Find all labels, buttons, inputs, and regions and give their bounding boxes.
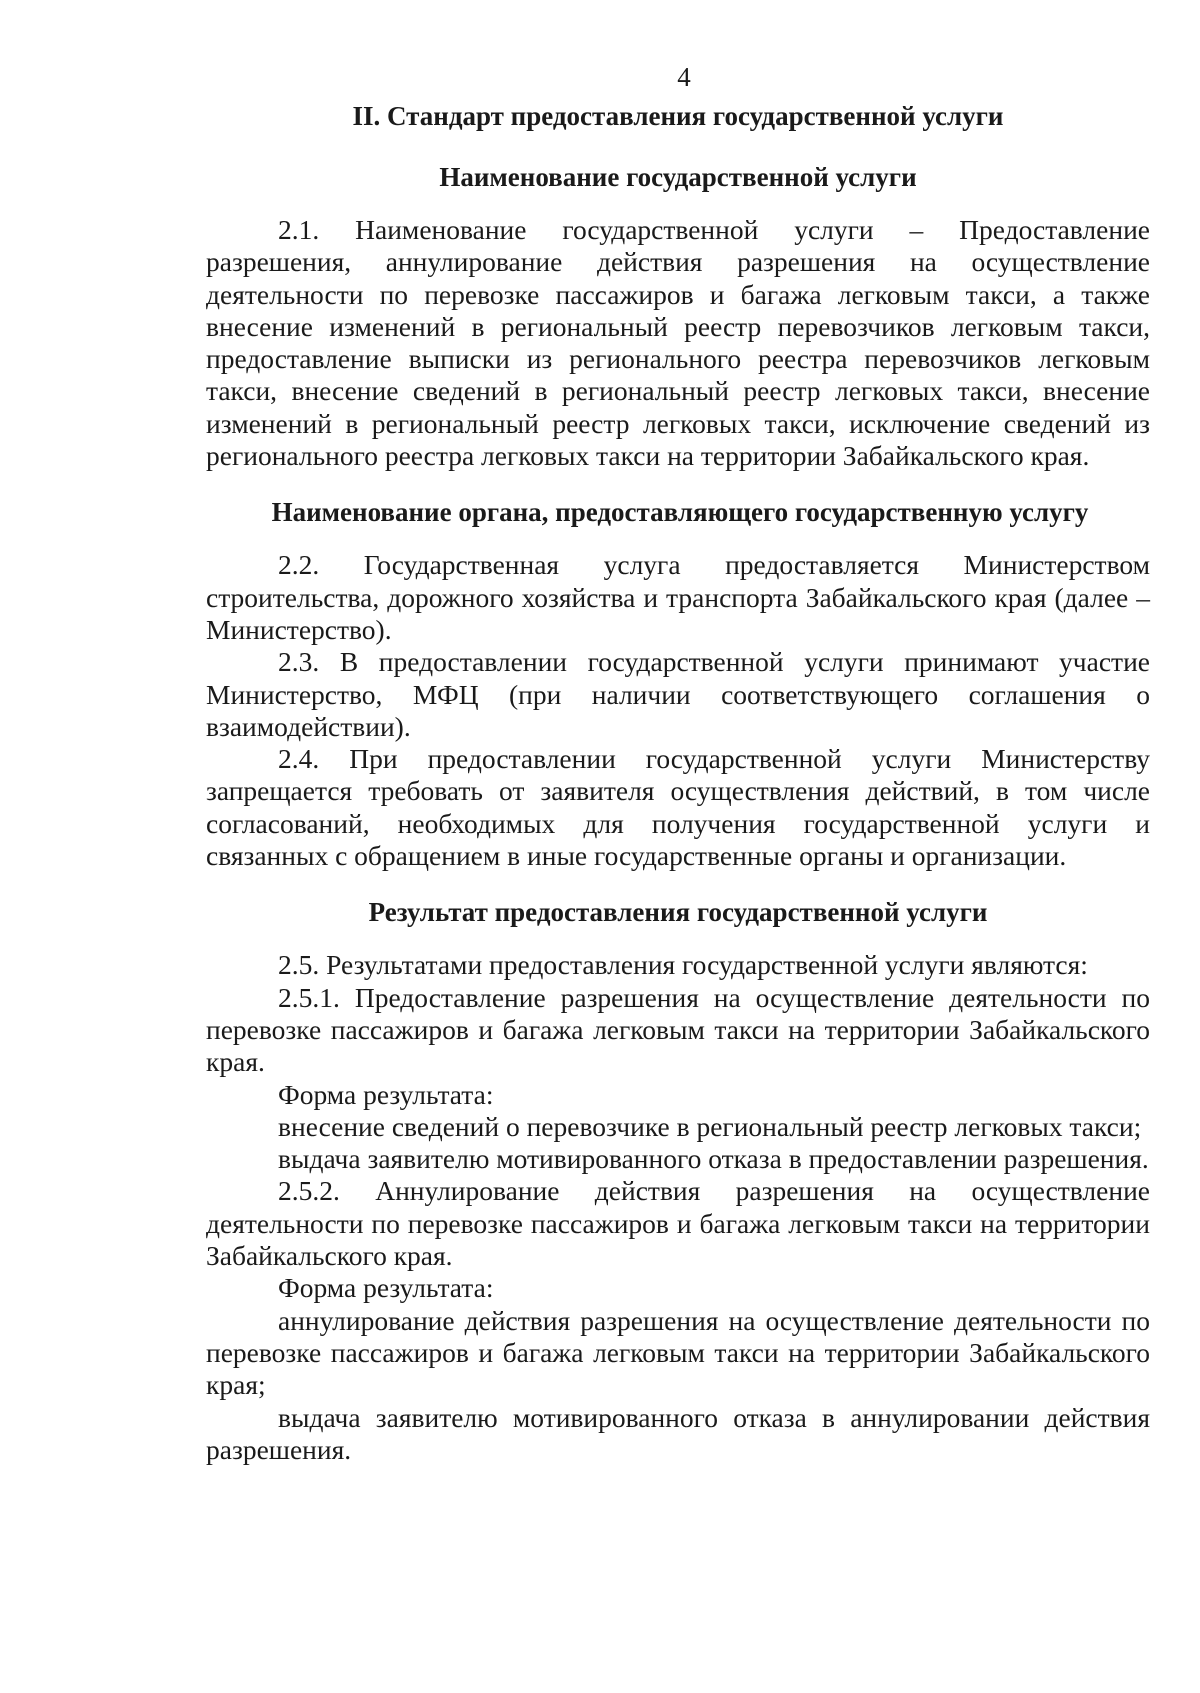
paragraph-result-item-1: внесение сведений о перевозчике в региональный реестр легковых такси; bbox=[278, 1110, 1142, 1142]
paragraph-result-item-4: выдача заявителю мотивированного отказа в аннулировании действия разрешения. bbox=[206, 1401, 1150, 1465]
paragraph-2-4: 2.4. При предоставлении государственной услуги Министерству запрещается требовать от заявителя осуществления действий, в том числе согласований, необходимых для получения государственной услуги и связанных с обращением в иные государственные органы и организации. bbox=[206, 743, 1150, 872]
paragraph-result-item-2: выдача заявителю мотивированного отказа в предоставлении разрешения. bbox=[278, 1143, 1149, 1175]
subheading-service-name: Наименование государственной услуги bbox=[439, 162, 917, 192]
section-title: II. Стандарт предоставления государственной услуги bbox=[352, 101, 1004, 131]
paragraph-result-item-3: аннулирование действия разрешения на осуществление деятельности по перевозке пассажиров и багажа легковым такси на территории Забайкальского края; bbox=[206, 1304, 1150, 1401]
document-page bbox=[206, 62, 1150, 1466]
paragraph-2-5-2: 2.5.2. Аннулирование действия разрешения на осуществление деятельности по перевозке пассажиров и багажа легковым такси на территории Забайкальского края. bbox=[206, 1175, 1150, 1272]
paragraph-2-1: 2.1. Наименование государственной услуги – Предоставление разрешения, аннулирование действия разрешения на осуществление деятельности по перевозке пассажиров и багажа легковым такси, а также внесение изменений в региональный реестр перевозчиков легковым такси, предоставление выписки из регионального реестра перевозчиков легковым такси, внесение сведений в региональный реестр легковых такси, внесение изменений в региональный реестр легковых такси, исключение сведений из регионального реестра легковых такси на территории Забайкальского края. bbox=[206, 214, 1150, 472]
paragraph-result-form-1: Форма результата: bbox=[278, 1078, 494, 1110]
paragraph-2-3: 2.3. В предоставлении государственной услуги принимают участие Министерство, МФЦ (при наличии соответствующего соглашения о взаимодействии). bbox=[206, 646, 1150, 742]
page-number: 4 bbox=[677, 62, 691, 92]
paragraph-2-5: 2.5. Результатами предоставления государственной услуги являются: bbox=[278, 949, 1088, 981]
paragraph-result-form-2: Форма результата: bbox=[278, 1272, 494, 1304]
subheading-result: Результат предоставления государственной услуги bbox=[368, 897, 988, 928]
paragraph-2-2: 2.2. Государственная услуга предоставляется Министерством строительства, дорожного хозяйства и транспорта Забайкальского края (далее – Министерство). bbox=[206, 549, 1150, 645]
paragraph-2-5-1: 2.5.1. Предоставление разрешения на осуществление деятельности по перевозке пассажиров и багажа легковым такси на территории Забайкальского края. bbox=[206, 981, 1150, 1078]
subheading-authority: Наименование органа, предоставляющего государственную услугу bbox=[271, 497, 1089, 528]
